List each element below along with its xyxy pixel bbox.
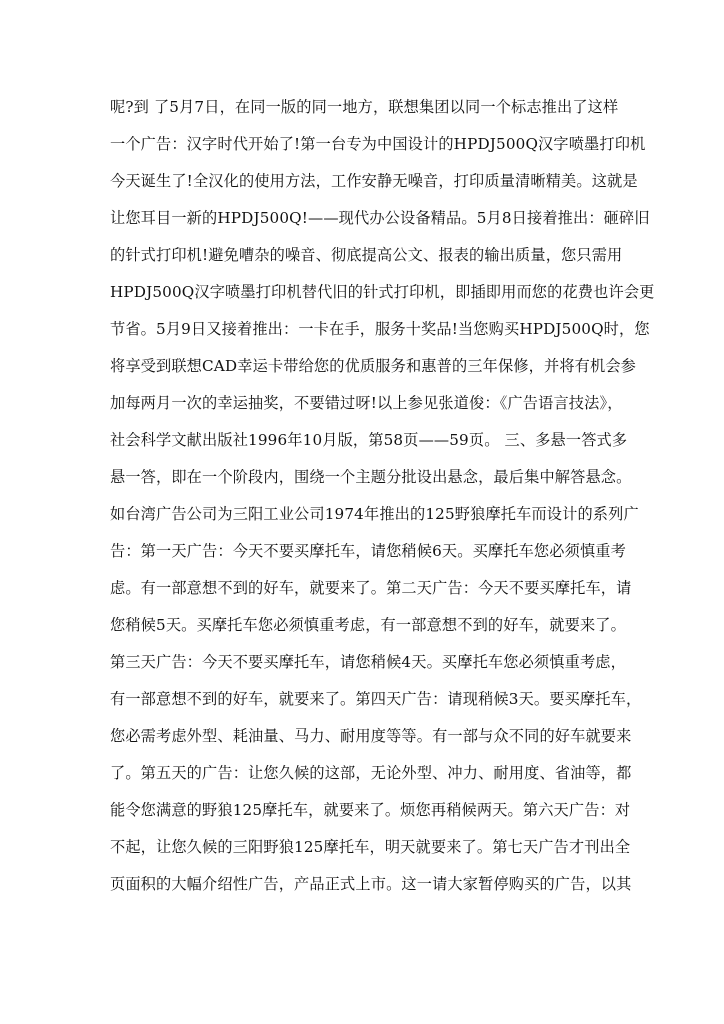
text-line: 了。第五天的广告：让您久候的这部，无论外型、冲力、耐用度、省油等，都 (110, 764, 632, 782)
text-line: 让您耳目一新的HPDJ500Q!——现代办公设备精品。5月8日接着推出：砸碎旧 (110, 209, 650, 227)
text-line: 一个广告：汉字时代开始了!第一台专为中国设计的HPDJ500Q汉字喷墨打印机 (110, 135, 646, 153)
text-line: 有一部意想不到的好车，就要来了。第四天广告：请现稍候3天。要买摩托车， (110, 690, 642, 708)
text-line: 虑。有一部意想不到的好车，就要来了。第二天广告：今天不要买摩托车，请 (110, 579, 632, 597)
text-line: HPDJ500Q汉字喷墨打印机替代旧的针式打印机，即插即用而您的花费也许会更 (110, 283, 655, 301)
text-line: 不起，让您久候的三阳野狼125摩托车，明天就要来了。第七天广告才刊出全 (110, 838, 631, 856)
text-line: 第三天广告：今天不要买摩托车，请您稍候4天。买摩托车您必须慎重考虑， (110, 653, 626, 671)
text-line: 今天诞生了!全汉化的使用方法，工作安静无噪音，打印质量清晰精美。这就是 (110, 172, 638, 190)
text-line: 社会科学文献出版社1996年10月版，第58页——59页。 三、多悬一答式多 (110, 431, 628, 449)
text-line: 的针式打印机!避免嘈杂的噪音、彻底提高公文、报表的输出质量，您只需用 (110, 246, 623, 264)
text-line: 您稍候5天。买摩托车您必须慎重考虑，有一部意想不到的好车，就要来了。 (110, 616, 626, 634)
text-line: 节省。5月9日又接着推出：一卡在手，服务十奖品!当您购买HPDJ500Q时，您 (110, 320, 650, 338)
text-line: 悬一答，即在一个阶段内，围绕一个主题分批设出悬念，最后集中解答悬念。 (110, 468, 632, 486)
text-line: 能令您满意的野狼125摩托车，就要来了。烦您再稍候两天。第六天广告：对 (110, 801, 631, 819)
text-line: 如台湾广告公司为三阳工业公司1974年推出的125野狼摩托车而设计的系列广 (110, 505, 639, 523)
text-line: 加每两月一次的幸运抽奖，不要错过呀!以上参见张道俊：《广告语言技法》， (110, 394, 623, 412)
text-line: 您必需考虑外型、耗油量、马力、耐用度等等。有一部与众不同的好车就要来 (110, 727, 632, 745)
text-line: 将享受到联想CAD幸运卡带给您的优质服务和惠普的三年保修，并将有机会参 (110, 357, 637, 375)
text-line: 页面积的大幅介绍性广告，产品正式上市。这一请大家暂停购买的广告，以其 (110, 875, 632, 893)
text-line: 告：第一天广告：今天不要买摩托车，请您稍候6天。买摩托车您必须慎重考 (110, 542, 626, 560)
text-line: 呢?到 了5月7日，在同一版的同一地方，联想集团以同一个标志推出了这样 (110, 98, 619, 116)
